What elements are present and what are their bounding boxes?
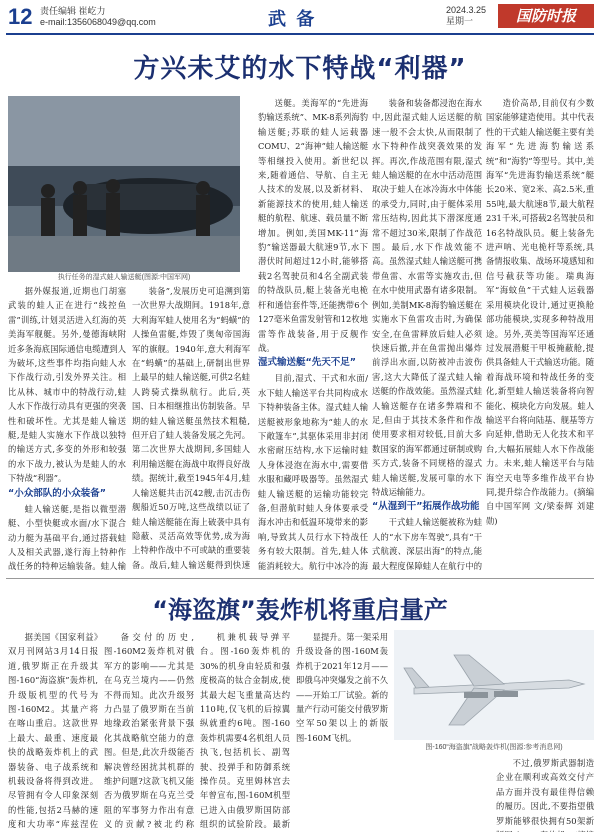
bomber-photo [394,630,594,740]
article1-headline: 方兴未艾的水下特战“利器” [133,54,467,84]
paragraph: 蛙人输送艇,是指以微型潜艇、小型快艇或水面/水下混合动力艇为基础平台,通过搭载蛙人及相关武器,遂行海上特种作战任务的特种运输装备。蛙人输 [8,503,126,572]
divers-photo-illustration [8,96,240,272]
paragraph: 装备”,发展历史可追溯到第一次世界大战期间。1918年,意大利海军蛙人使用名为“蚂蟥”的人操鱼雷艇,炸毁了奥匈帝国海军的旗舰。1940年,意大利海军在“蚂蟥”的基础上,研制出世界上最早的蛙人输送艇,可供2名蛙人跨骑式操纵航行。此后,英国、日本相继推出仿制装备。早期的蛙人输送艇虽然技术粗糙,但开启了蛙人装备发展之先河。第二次世界大战期间,多国蛙人利用输送艇在海战中取得良好战绩。据统计,截至1945年4月,蛙人输送艇共击沉42艘,击沉击伤舰船近50万吨,这些战绩以证了蛙人输送艇能在海上破袭中具有隐蔽、灵活高效等优势,成为海上特种作战中不可或缺的重要装备。战后,蛙人输送艇得到快速 [132,286,250,570]
article2-column-4 [296,630,388,830]
article1-photo-caption: 执行任务的湿式蛙人输送艇(图源:中国军网) [57,274,191,281]
article2-column-1 [8,630,98,830]
paragraph: 据外媒报道,近期也门胡塞武装的蛙人正在进行“线控鱼雷”训练,计划灵活进入红海的英美海军舰艇。另外,曼德海峡附近多条海底国际通信电缆遭到人为破坏,这些事件均指向蛙人水下作战行动,引发外界关注。相比从林、城市中的特战行动,蛙人水下作战行动具有更强的突袭性和破坏性。尤其是蛙人输送艇,是蛙人实施水下作战以独特的输送方式,多变的外形和较强的水下战力,被认为是蛙人的水下特战“利器”。 [8,286,126,484]
article2-headline: “海盗旗”轰炸机将重启量产 [152,596,448,624]
article1-column-3 [258,96,368,572]
page-header [0,0,600,36]
editor-name: 责任编辑 崔屹力 [40,6,106,16]
paper-logo: 国防时报 [498,4,594,28]
bomber-aircraft-illustration [394,630,594,740]
article2-column-5 [496,756,594,832]
article1-photo [8,96,240,272]
article1-column-5 [486,96,594,572]
article1-column-2 [132,284,250,572]
paragraph: 干式蛙人输送艇被称为蛙人的“水下房车驾驶”,具有“干式航渡、深层出海”的特点,能最大程度保障蛙人在航行中的 [372,517,482,571]
paragraph: 显提升。第一架采用升级设备的图-160M轰炸机于2021年12月——即俄乌冲突爆发之前不久——开始工厂试验。新的量产行动可能交付俄罗斯空军50架以上的新版图-160M飞机。 [296,632,388,743]
article2-column-3 [200,630,290,830]
subheading: “小众部队的小众装备” [8,487,106,499]
article-divider [6,578,594,579]
paragraph: 不过,俄罗斯武器制造企业在顺利或高效交付产品方面并没有最佳得信赖的履历。因此,不要指望俄罗斯能够很快拥有50架新 [496,758,594,826]
editor-email: e-mail:1356068049@qq.com [40,17,156,27]
header-rule [6,33,594,35]
paragraph: 目前,湿式、干式和水面/水下蛙人输送平台共同构成水下特种装备主体。湿式蛙人输送艇被形象地称为“蛙人的水下敞篷车”,其驱体采用非封闭水密耐压结构,水下运输时蛙人身体浸泡在海水中,需要借水服和藏呼吸器等。虽然湿式蛙人输送艇的运输功能较完备,但潜航时蛙人身体要承受海水冲击和低温环境带来的影响,导致其人员行水下特战任务有较大限制。首先,蛙人体能消耗较大。航行中冰冷的海 [258,373,368,571]
paragraph: 备交付的历史,图-160M2轰炸机对俄军方的影响——尤其是在乌克兰境内——仍然不得而知。此次升级努力凸显了俄罗斯在当前地缘政治紧张背景下强化其战略航空能力的意图。但是,此次升级能否解决曾经困扰其机群的维护问题?这款飞机又能否为俄罗斯在乌克兰受阻的军事努力作出有意义的贡献?被北约称 [104,632,194,830]
weekday-text: 星期一 [446,16,474,26]
section-title: 武 备 [268,9,317,30]
bomber-photo-caption: 图-160“海盗旗”战略轰炸机(图源:参考消息网) [425,744,563,751]
paragraph: 据美国《国家利益》双月刊网站3月14日报道,俄罗斯正在升级其图-160“海盗旗”轰炸机,升级版机型的代号为图-160M2。其量产将在喀山重启。这款世界上最大、最重、速度最快的战略轰炸机上的武器装备、电子战系统和机载设备将得到改进。尽管拥有令人印象深刻的性能,包括2马赫的速度和大功率“库兹涅佐 [8,632,98,830]
subheading: “从湿到干”拓展作战功能 [372,501,480,513]
issue-date [446,5,486,27]
paragraph: 造价高昂,目前仅有少数国家能够建造使用。其中代表性的干式蛙人输送艇主要有美海军“先进海豹输送系统”和“海豹”等型号。其中,美海军“先进海豹输送系统”艇长20米、宽2米、高2.5米,重55吨,最大航速8节,最大航程231千米,可搭载2名驾驶员和16名特战队员。艇上装备先进声呐、光电桅杆等系统,具备情报收集、战场环境感知和信号截获等功能。瑞典海军“海蚊鱼”干式蛙人运载器采用模块化设计,通过更换舱部功能模块,实现多种特战用途。另外,英美等国海军还通过发展潜艇干甲板掩蔽舱,提供具备蛙人干式输送功能。随着海战环境和特战任务的变化,新型蛙人输送装备将向智能化、模块化方向发展。蛙人输送平台将向陆基、舰基等方向延伸,借助无人化技术和平台,大幅拓展蛙人水下作战能力。未来,蛙人输送平台与陆海空天电等多维作战平台协同,提升综合作战能力。(摘编自中国军网 文/梁泰辉 刘建勋) [486,98,594,526]
article2-column-2 [104,630,194,830]
editor-info [40,6,156,28]
article1-column-1 [8,284,126,572]
date-text: 2024.3.25 [446,5,487,15]
paragraph: 送艇。美海军的“先进海豹输送系统”、MK-8系列海豹输送艇;苏联的蛙人运载器COMU、2“海神”蛙人输送艇等相继投入使用。新世纪以来,随着通信、导航、自主无人技术的发展,以及新材料、新能源技术的使用,蛙人输送艇的航程、航速、载员量不断增加。例如,美国MK-11“海豹”输送器最大航速9节,水下潜伏时间超过12小时,能够搭载2名驾驶员和4名全副武装的特战队员,艇上装备光电桅杆和通信套件等,还能携带6个127毫米鱼雷发射管和12枚地雷等作战装备,用于反舰作战。 [258,98,368,353]
article1-column-4 [372,96,482,572]
paragraph: 装备和装备都浸泡在海水中,因此湿式蛙人运送艇的航速一般不会太快,从而限制了水下特种作战突袭效果的发挥。再次,作战范围有限,湿式蛙人输送艇的在水中活动范围取决于蛙人在冰冷海水中体能的承受力,同时,由于艇体采用常压结构,因此其下潜深度通常不超过30米,限制了作战范围。最后,水下作战效能不高。虽然湿式蛙人输送艇可携带鱼雷、水雷等实施攻击,但在水中使用武器有诸多限制。例如,美制MK-8海豹输送艇在实施水下鱼雷攻击时,为确保安全,在鱼雷释放后蛙人必须快速后撤,并在鱼雷抛出爆炸前浮出水面,以防被冲击波伤害,这大大降低了湿式蛙人输送艇的作战效能。虽然湿式蛙人输送艇存在诸多弊端和不足,但由于其技术条件和作战使用要求相对较低,目前大多数国家的海军都通过研制或购买方式,装备不同规格的湿式蛙人输送艇,发展可靠的水下特战运输能力。 [372,98,482,497]
page-number: 12 [8,4,33,29]
subheading: 湿式输送艇“先天不足” [258,357,356,369]
paragraph: 机兼机载导弹平台。图-160轰炸机的30%的机身由轻质和强度极高的钛合金制成,使其最大起飞重量高达约110吨,仅飞机的后掠翼纵就重约6吨。图-160轰炸机需要4名机组人员执飞,包括机长、副驾驶、投弹手和防御系统操作员。克里姆林宫去年曾宣布,图-160M机型已进入由俄罗斯国防部组织的试验阶段。最新 [200,632,290,830]
